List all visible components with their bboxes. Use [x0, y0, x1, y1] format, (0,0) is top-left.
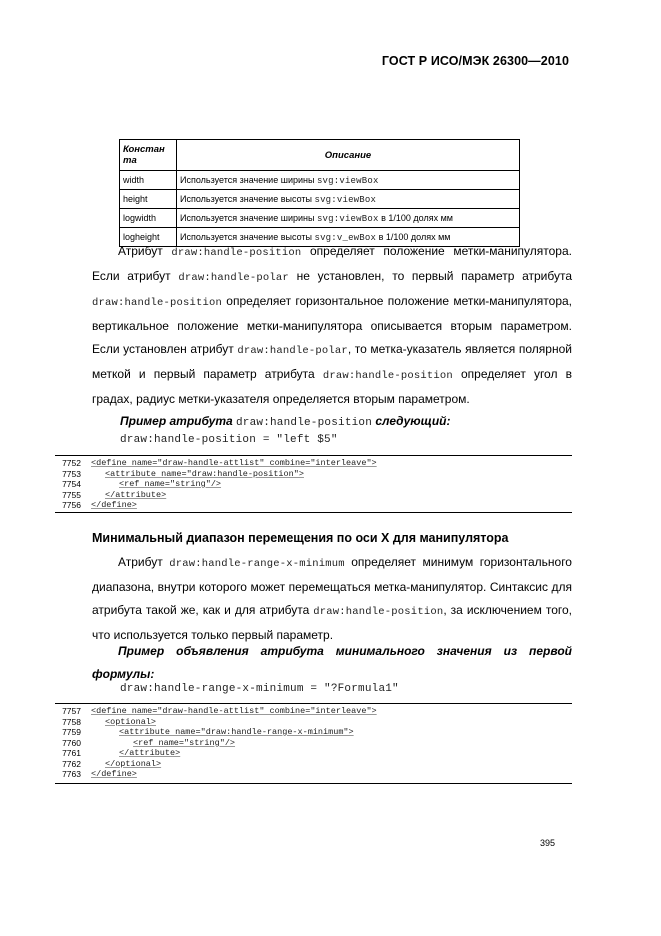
code-line: 7763 </define>	[62, 769, 137, 779]
cell-description: Используется значение ширины svg:viewBox	[177, 171, 520, 190]
code-line: 7752 <define name="draw-handle-attlist" combine="interleave">	[62, 458, 377, 468]
column-header-constant: Констан та	[120, 140, 177, 171]
code-line: 7754 <ref name="string"/>	[62, 479, 222, 489]
code-line: 7755 </attribute>	[62, 489, 167, 500]
code-block-2	[55, 703, 572, 777]
code-line: 7761 </attribute>	[62, 748, 181, 758]
page-number: 395	[540, 838, 556, 848]
code-line: 7756 </define>	[62, 500, 137, 510]
code-block-1	[55, 455, 572, 508]
cell-constant: height	[120, 190, 177, 209]
code-line: 7760 <ref name="string"/>	[62, 737, 236, 748]
constants-table	[119, 139, 520, 247]
paragraph-handle-position: Атрибут draw:handle-position определяет положение метки-манипулятора. Если атрибут draw:handle-polar не установлен, то первый параметр атрибута draw:handle-position определяет горизонтальное положение метки-манипулятора, вертикальное положение метки-манипулятора описывается вторым параметром. Если установлен атрибут draw:handle-polar, то метка-указатель является полярной меткой и первый параметр атрибута draw:handle-position определяет угол в градах, радиус метки-указателя определяется вторым параметром.	[92, 244, 573, 406]
cell-constant: logwidth	[120, 209, 177, 228]
table-row	[120, 190, 520, 209]
table-row	[120, 209, 520, 228]
cell-constant: width	[120, 171, 177, 190]
cell-description: Используется значение высоты svg:v_ewBox в 1/100 долях мм	[177, 228, 520, 247]
code-line: 7753 <attribute name="draw:handle-position">	[62, 468, 304, 479]
table-row	[120, 171, 520, 190]
code-line: 7757 <define name="draw-handle-attlist" combine="interleave">	[62, 706, 377, 716]
example-code-1: draw:handle-position = "left $5"	[120, 434, 338, 446]
column-header-description: Описание	[177, 140, 520, 171]
section-title: Минимальный диапазон перемещения по оси X для манипулятора	[92, 531, 509, 545]
page-header: ГОСТ Р ИСО/МЭК 26300—2010	[381, 54, 569, 68]
code-line: 7759 <attribute name="draw:handle-range-x-minimum">	[62, 727, 354, 737]
cell-constant: logheight	[120, 228, 177, 247]
paragraph-range-x-minimum: Атрибут draw:handle-range-x-minimum определяет минимум горизонтального диапазона, внутри которого может перемещаться метка-манипулятор. Синтаксис для атрибута такой же, как и для атрибута draw:handle-position, за исключением того, что используется только первый параметр.	[92, 555, 572, 642]
example-caption-1: Пример атрибута draw:handle-position следующий:	[120, 414, 451, 429]
cell-description: Используется значение ширины svg:viewBox в 1/100 долях мм	[177, 209, 520, 228]
code-line: 7758 <optional>	[62, 716, 157, 727]
example-code-2: draw:handle-range-x-minimum = "?Formula1"	[120, 683, 399, 695]
table-header-row	[120, 140, 520, 171]
code-line: 7762 </optional>	[62, 758, 162, 769]
cell-description: Используется значение высоты svg:viewBox	[177, 190, 520, 209]
example-caption-2: Пример объявления атрибута минимального значения из первой формулы:	[92, 644, 572, 681]
